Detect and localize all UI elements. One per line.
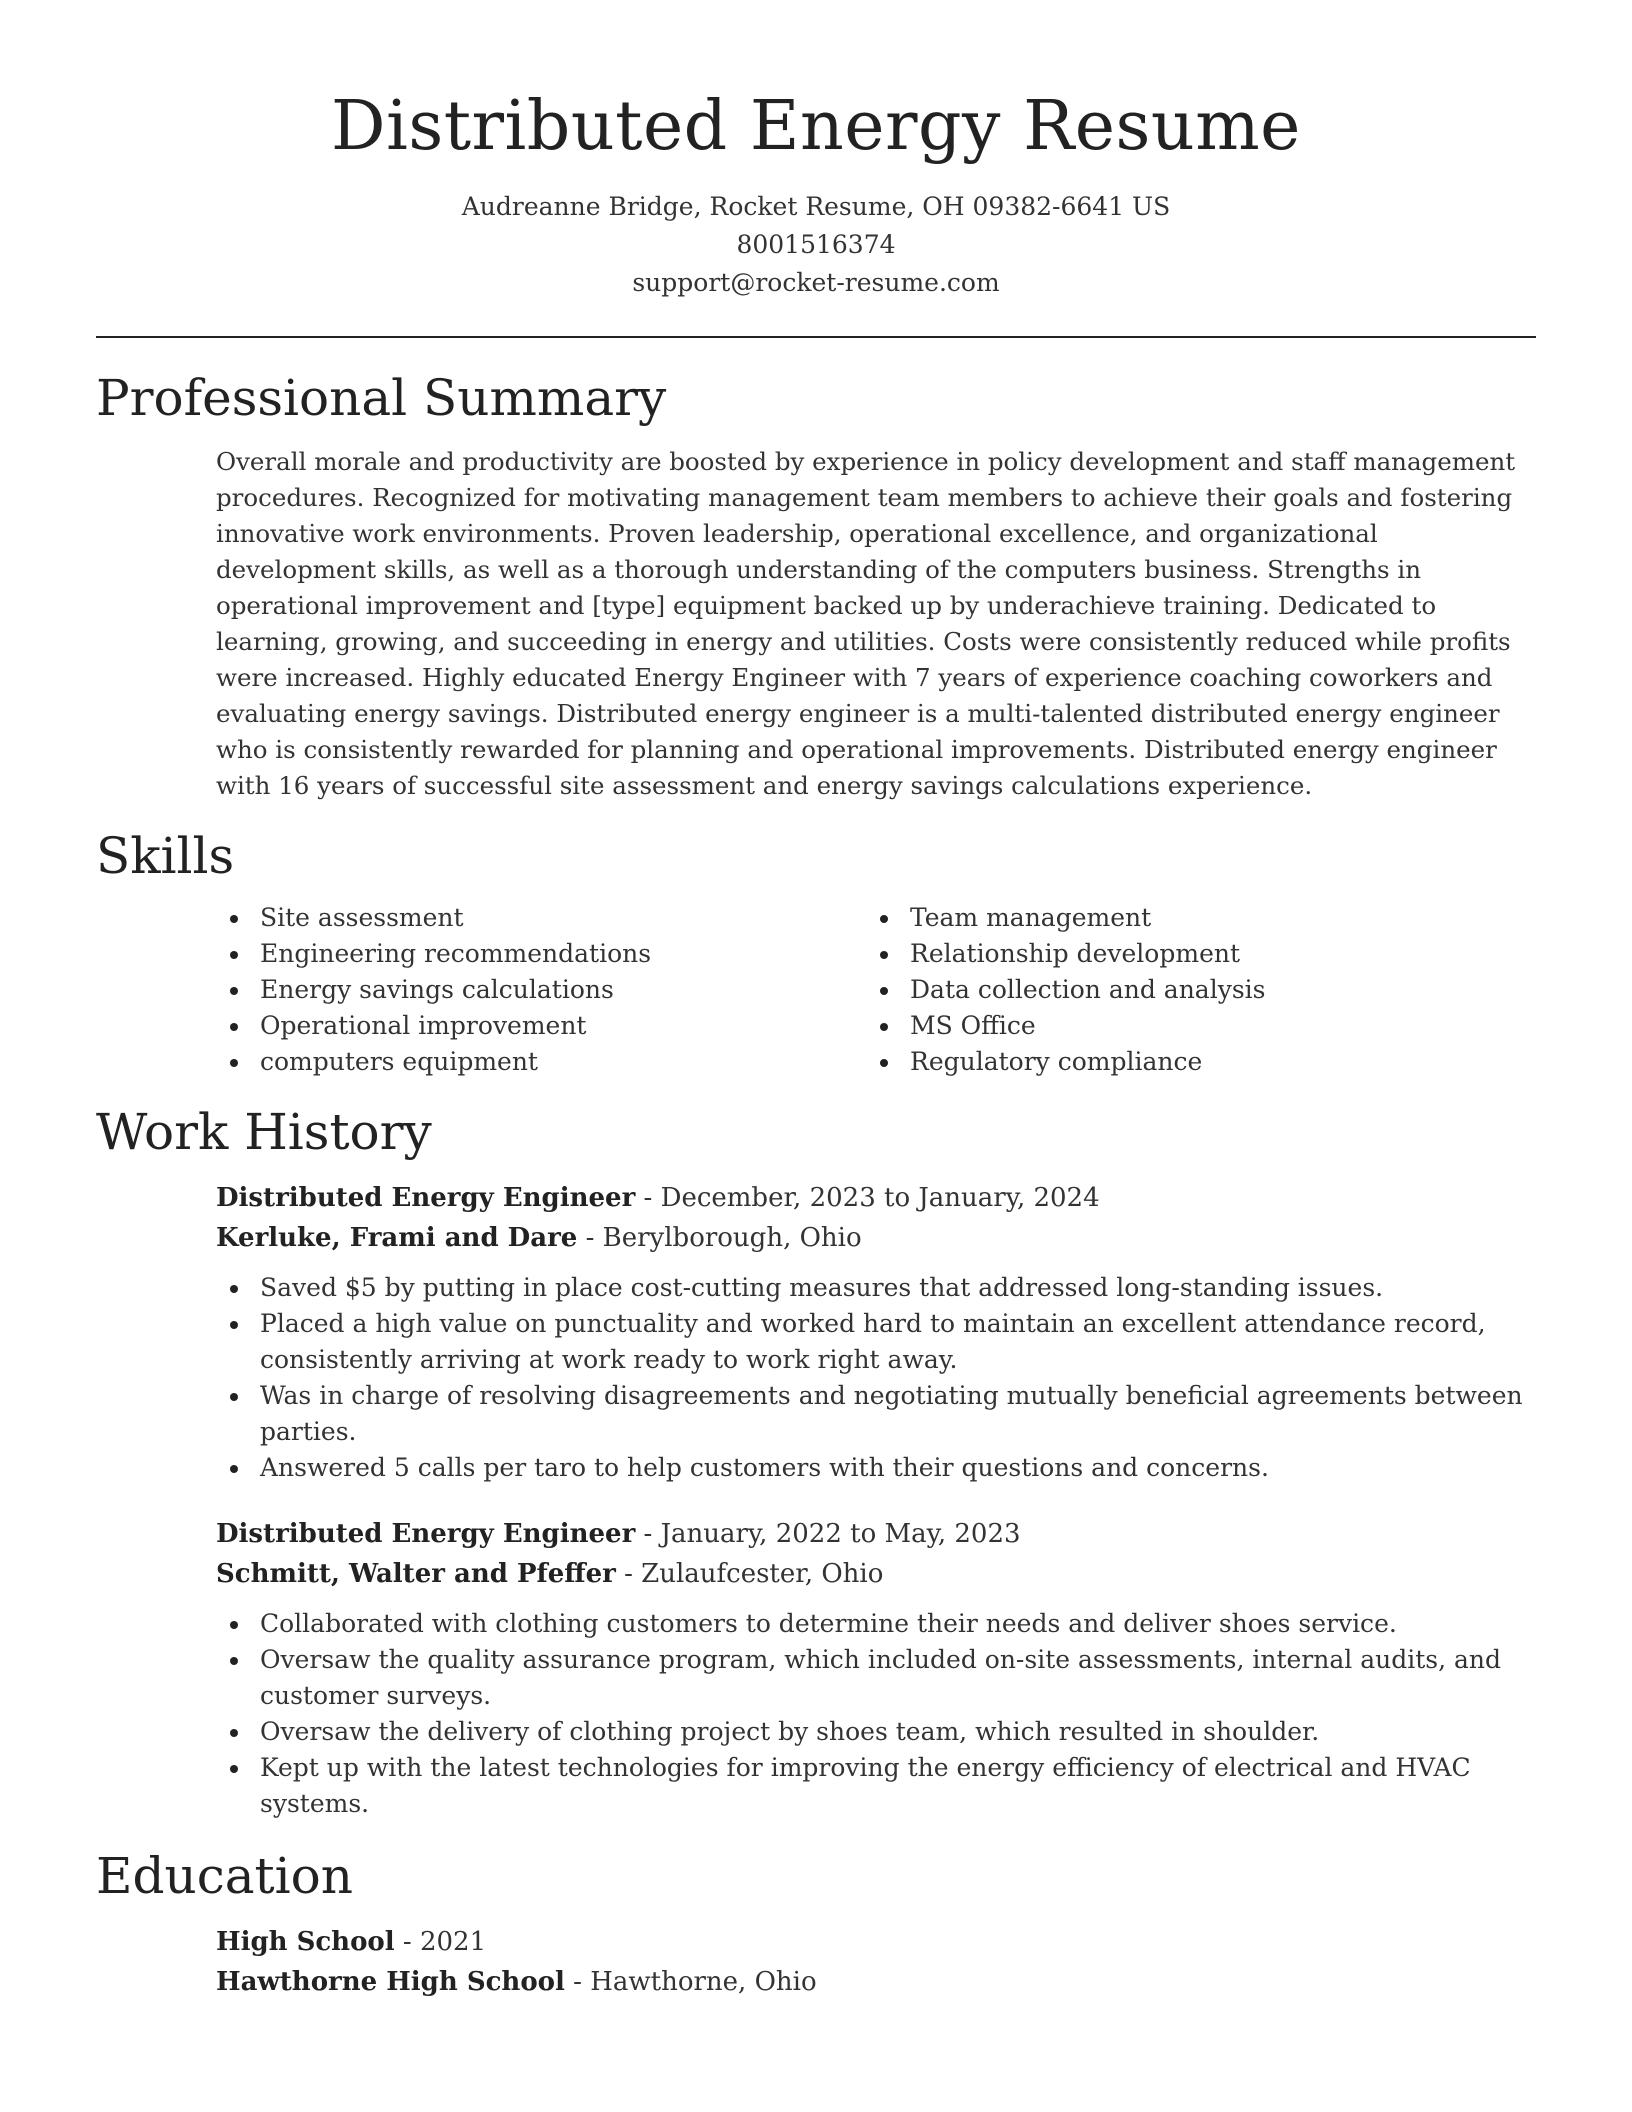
education-year: - 2021 [394, 1927, 487, 1957]
skill-item: Regulatory compliance [866, 1044, 1516, 1080]
job-bullet: Oversaw the quality assurance program, which included on-site assessments, internal audits, and customer surveys. [216, 1642, 1536, 1714]
job-bullet: Placed a high value on punctuality and worked hard to maintain an excellent attendance record, consistently arriving at work ready to work right away. [216, 1306, 1536, 1378]
header-divider [96, 336, 1536, 338]
job-title-line [216, 1514, 1536, 1554]
skill-item: Energy savings calculations [216, 972, 866, 1008]
education-section [96, 1846, 1536, 2002]
skills-list [216, 900, 1536, 1080]
job-bullet: Answered 5 calls per taro to help customers with their questions and concerns. [216, 1450, 1536, 1486]
job-entry [216, 1178, 1536, 1486]
job-bullet: Kept up with the latest technologies for improving the energy efficiency of electrical and HVAC systems. [216, 1750, 1536, 1822]
education-degree-line [216, 1922, 1536, 1962]
job-location: - Zulaufcester, Ohio [615, 1559, 884, 1589]
job-company-line [216, 1554, 1536, 1594]
education-entry [216, 1922, 1536, 2002]
job-dates: - January, 2022 to May, 2023 [635, 1519, 1021, 1549]
job-company: Kerluke, Frami and Dare [216, 1223, 578, 1253]
skill-item: Data collection and analysis [866, 972, 1516, 1008]
work-heading: Work History [96, 1103, 432, 1161]
education-school-line [216, 1962, 1536, 2002]
skill-item: MS Office [866, 1008, 1516, 1044]
education-heading: Education [96, 1847, 353, 1905]
summary-heading: Professional Summary [96, 369, 667, 427]
job-bullet: Saved $5 by putting in place cost-cutting measures that addressed long-standing issues. [216, 1270, 1536, 1306]
skill-item: Engineering recommendations [216, 936, 866, 972]
skill-item: Operational improvement [216, 1008, 866, 1044]
job-bullets [216, 1606, 1536, 1822]
summary-text: Overall morale and productivity are boosted by experience in policy development and staff management procedures. Recognized for motivating management team members to achieve their goals and fostering innovative work environments. Proven leadership, operational excellence, and organizational development skills, as well as a thorough understanding of the computers business. Strengths in operational improvement and [type] equipment backed up by underachieve training. Dedicated to learning, growing, and succeeding in energy and utilities. Costs were consistently reduced while profits were increased. Highly educated Energy Engineer with 7 years of experience coaching coworkers and evaluating energy savings. Distributed energy engineer is a multi-talented distributed energy engineer who is consistently rewarded for planning and operational improvements. Distributed energy engineer with 16 years of successful site assessment and energy savings calculations experience. [216, 447, 1516, 800]
work-section [96, 1102, 1536, 1822]
resume-page [96, 0, 1536, 2002]
resume-header [96, 0, 1536, 302]
job-bullet: Was in charge of resolving disagreements and negotiating mutually beneficial agreements between parties. [216, 1378, 1536, 1450]
education-school: Hawthorne High School [216, 1967, 565, 1997]
skill-item: Relationship development [866, 936, 1516, 972]
job-title-line [216, 1178, 1536, 1218]
contact-email: support@rocket-resume.com [632, 268, 1000, 297]
skills-column-right [866, 900, 1516, 1080]
skill-item: Site assessment [216, 900, 866, 936]
job-company: Schmitt, Walter and Pfeffer [216, 1559, 616, 1589]
education-location: - Hawthorne, Ohio [564, 1967, 817, 1997]
job-role: Distributed Energy Engineer [216, 1183, 636, 1213]
summary-section [96, 368, 1536, 804]
job-bullet: Oversaw the delivery of clothing project by shoes team, which resulted in shoulder. [216, 1714, 1536, 1750]
contact-block [96, 188, 1536, 302]
job-company-line [216, 1218, 1536, 1258]
skill-item: Team management [866, 900, 1516, 936]
job-bullet: Collaborated with clothing customers to determine their needs and deliver shoes service. [216, 1606, 1536, 1642]
job-dates: - December, 2023 to January, 2024 [635, 1183, 1100, 1213]
resume-title: Distributed Energy Resume [331, 87, 1301, 166]
job-location: - Berylborough, Ohio [577, 1223, 862, 1253]
skills-section [96, 826, 1536, 1080]
skills-column-left [216, 900, 866, 1080]
job-entry [216, 1514, 1536, 1822]
job-role: Distributed Energy Engineer [216, 1519, 636, 1549]
job-bullets [216, 1270, 1536, 1486]
skill-item: computers equipment [216, 1044, 866, 1080]
skills-heading: Skills [96, 827, 235, 885]
education-degree: High School [216, 1927, 395, 1957]
contact-address: Audreanne Bridge, Rocket Resume, OH 09382-6641 US [461, 192, 1171, 221]
contact-phone: 8001516374 [736, 230, 896, 259]
